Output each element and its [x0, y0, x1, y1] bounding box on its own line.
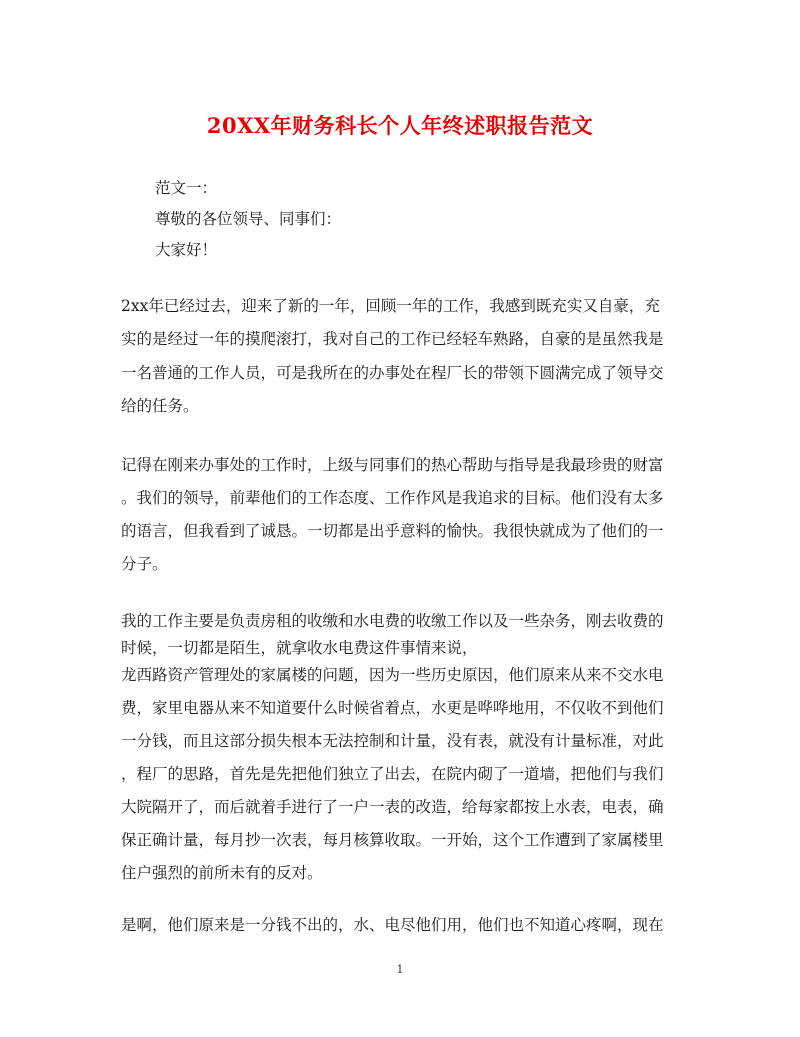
paragraph-line: 分子。	[121, 555, 168, 573]
paragraph-line: 2xx年已经过去，迎来了新的一年，回顾一年的工作，我感到既充实又自豪，充	[121, 297, 660, 315]
document-title: 20XX年财务科长个人年终述职报告范文	[206, 113, 594, 138]
paragraph-line: ，程厂的思路，首先是先把他们独立了出去，在院内砌了一道墙，把他们与我们	[121, 765, 664, 783]
salutation-line: 范文一：	[155, 179, 218, 197]
paragraph-line: 的语言，但我看到了诚恳。一切都是出乎意料的愉快。我很快就成为了他们的一	[121, 522, 664, 540]
paragraph-line: 费，家里电器从来不知道要什么时候省着点，水更是哗哗地用，不仅收不到他们	[121, 699, 664, 717]
paragraph-line: 一分钱，而且这部分损失根本无法控制和计量，没有表，就没有计量标准，对此	[121, 732, 664, 750]
paragraph-line: 是啊，他们原来是一分钱不出的，水、电尽他们用，他们也不知道心疼啊，现在	[121, 916, 664, 934]
paragraph-line: 龙西路资产管理处的家属楼的问题，因为一些历史原因，他们原来从来不交水电	[121, 666, 664, 684]
salutation-line: 尊敬的各位领导、同事们：	[155, 210, 342, 228]
paragraph-line: 记得在刚来办事处的工作时，上级与同事们的热心帮助与指导是我最珍贵的财富	[121, 456, 664, 474]
paragraph-line: 时候，一切都是陌生，就拿收水电费这件事情来说，	[121, 639, 478, 657]
salutation-line: 大家好！	[155, 241, 218, 259]
paragraph-line: 实的是经过一年的摸爬滚打，我对自己的工作已经轻车熟路，自豪的是虽然我是	[121, 330, 664, 348]
paragraph-line: 大院隔开了，而后就着手进行了一户一表的改造，给每家都按上水表，电表，确	[121, 798, 664, 816]
paragraph-line: 我的工作主要是负责房租的收缴和水电费的收缴工作以及一些杂务，刚去收费的	[121, 612, 664, 630]
paragraph-line: 一名普通的工作人员，可是我所在的办事处在程厂长的带领下圆满完成了领导交	[121, 364, 664, 382]
paragraph-line: 。我们的领导，前辈他们的工作态度、工作作风是我追求的目标。他们没有太多	[121, 489, 664, 507]
paragraph-line: 住户强烈的前所未有的反对。	[121, 864, 323, 882]
paragraph-line: 保正确计量，每月抄一次表，每月核算收取。一开始，这个工作遭到了家属楼里	[121, 831, 664, 849]
paragraph-line: 给的任务。	[121, 397, 199, 415]
page-number: 1	[396, 963, 404, 976]
